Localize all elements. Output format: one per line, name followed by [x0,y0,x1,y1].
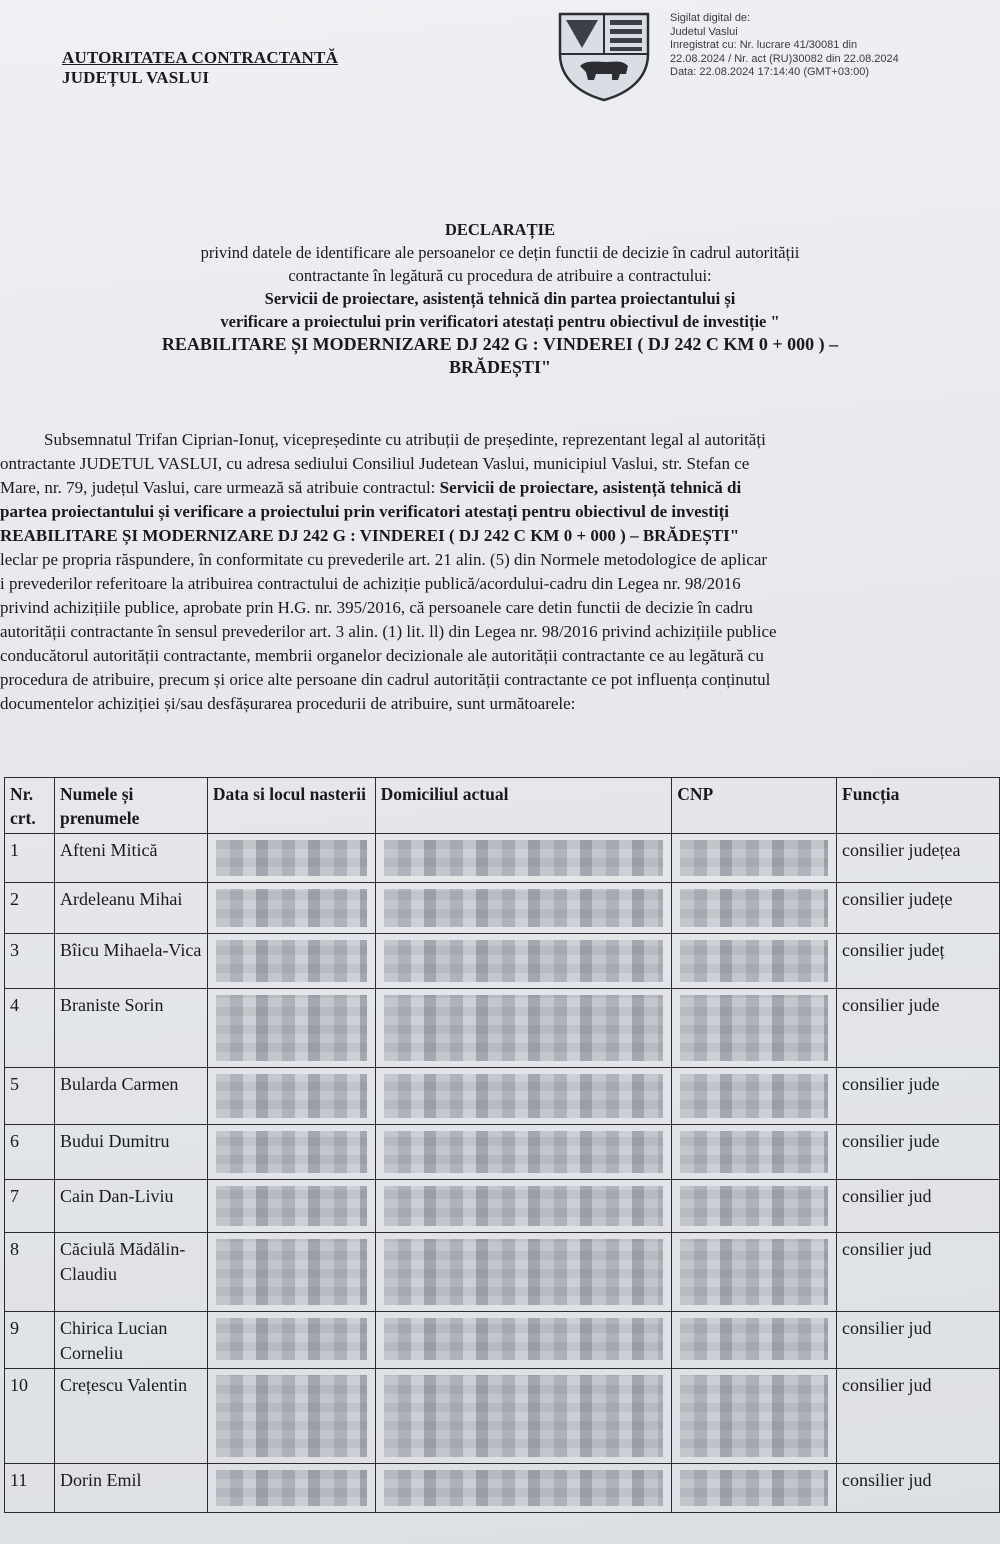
person-name-cell: Ardeleanu Mihai [54,883,207,934]
table-row [5,1125,1000,1180]
person-name-cell: Budui Dumitru [54,1125,207,1180]
decision-persons-table [4,777,1000,1513]
redaction-blur [680,1470,828,1506]
redaction-blur [384,995,664,1061]
redaction-blur [680,889,828,927]
row-number-cell: 10 [5,1369,55,1464]
column-header-birth: Data si locul nasterii [207,778,375,834]
address-redacted-cell [375,1068,672,1125]
row-number-cell: 9 [5,1312,55,1369]
function-cell: consilier jud [837,1312,1000,1369]
signature-line: Inregistrat cu: Nr. lucrare 41/30081 din [670,39,858,51]
signature-line: Data: 22.08.2024 17:14:40 (GMT+03:00) [670,66,870,78]
birth-redacted-cell [207,1312,375,1369]
cnp-redacted-cell [672,1068,837,1125]
redaction-blur [680,840,828,876]
column-header-address: Domiciliul actual [375,778,672,834]
column-header-cnp: CNP [672,778,837,834]
body-line: leclar pe propria răspundere, în conformitate cu prevederile art. 21 alin. (5) din Normele metodologice de aplicar [0,550,768,569]
function-cell: consilier județe [837,883,1000,934]
birth-redacted-cell [207,1464,375,1513]
redaction-blur [216,1074,367,1118]
row-number-cell: 11 [5,1464,55,1513]
cnp-redacted-cell [672,834,837,883]
declaration-title [60,218,940,379]
redaction-blur [216,1318,367,1360]
row-number-cell: 3 [5,934,55,989]
row-number-cell: 2 [5,883,55,934]
county-coat-of-arms-icon [556,10,652,102]
address-redacted-cell [375,1369,672,1464]
body-line: procedura de atribuire, precum și orice alte persoane din cadrul autorității contractante ce pot influența conținutul [0,670,771,689]
redaction-blur [216,1470,367,1506]
redaction-blur [384,1239,664,1305]
redaction-blur [216,840,367,876]
birth-redacted-cell [207,1068,375,1125]
redaction-blur [216,1375,367,1457]
function-cell: consilier jud [837,1180,1000,1233]
birth-redacted-cell [207,989,375,1068]
person-name-cell: Braniste Sorin [54,989,207,1068]
redaction-blur [216,995,367,1061]
body-line: conducătorul autorității contractante, membrii organelor decizionale ale autorității contractante ce au legătură cu [0,646,764,665]
redaction-blur [680,940,828,982]
cnp-redacted-cell [672,1125,837,1180]
cnp-redacted-cell [672,1233,837,1312]
redaction-blur [384,940,664,982]
body-line: Mare, nr. 79, județul Vaslui, care urmează să atribuie contractul: [0,478,440,497]
address-redacted-cell [375,989,672,1068]
birth-redacted-cell [207,1233,375,1312]
birth-redacted-cell [207,1180,375,1233]
redaction-blur [384,889,664,927]
column-header-name: Numele și prenumele [54,778,207,834]
redaction-blur [384,1074,664,1118]
redaction-blur [680,1318,828,1360]
redaction-blur [680,1074,828,1118]
person-name-cell: Cain Dan-Liviu [54,1180,207,1233]
address-redacted-cell [375,1464,672,1513]
redaction-blur [216,1186,367,1226]
redaction-blur [216,889,367,927]
signature-line: Judetul Vaslui [670,25,738,38]
row-number-cell: 1 [5,834,55,883]
title-line: BRĂDEȘTI" [448,357,552,377]
title-line: Servicii de proiectare, asistență tehnică din partea proiectantului și [264,289,736,308]
declaration-body [0,428,1000,716]
table-row [5,834,1000,883]
function-cell: consilier jud [837,1233,1000,1312]
authority-title: AUTORITATEA CONTRACTANTĂ [62,48,339,67]
address-redacted-cell [375,1125,672,1180]
authority-county: JUDEȚUL VASLUI [62,68,210,87]
birth-redacted-cell [207,883,375,934]
body-line: privind achizițiile publice, aprobate prin H.G. nr. 395/2016, că persoanele care detin functii de decizie în cadru [0,598,753,617]
column-header-nr: Nr. crt. [5,778,55,834]
function-cell: consilier jude [837,1068,1000,1125]
cnp-redacted-cell [672,1464,837,1513]
function-cell: consilier jud [837,1464,1000,1513]
redaction-blur [216,1131,367,1173]
title-line: privind datele de identificare ale persoanelor ce dețin functii de decizie în cadrul autorității [200,243,800,262]
title-line: contractante în legătură cu procedura de atribuire a contractului: [288,266,712,285]
address-redacted-cell [375,1312,672,1369]
table-row [5,1233,1000,1312]
table-row [5,989,1000,1068]
cnp-redacted-cell [672,934,837,989]
redaction-blur [384,840,664,876]
redaction-blur [680,1131,828,1173]
address-redacted-cell [375,883,672,934]
cnp-redacted-cell [672,1312,837,1369]
redaction-blur [384,1470,664,1506]
function-cell: consilier județea [837,834,1000,883]
redaction-blur [680,1186,828,1226]
person-name-cell: Bîicu Mihaela-Vica [54,934,207,989]
body-line: i prevederilor referitoare la atribuirea contractului de achiziție publică/acordului-cadru din Legea nr. 98/2016 [0,574,741,593]
digital-signature-block [670,12,899,80]
redaction-blur [216,940,367,982]
row-number-cell: 5 [5,1068,55,1125]
body-line: documentelor achiziției și/sau desfășurarea procedurii de atribuire, sunt următoarele: [0,694,576,713]
table-row [5,1068,1000,1125]
table-row [5,1464,1000,1513]
function-cell: consilier jude [837,989,1000,1068]
row-number-cell: 8 [5,1233,55,1312]
function-cell: consilier jude [837,1125,1000,1180]
address-redacted-cell [375,834,672,883]
function-cell: consilier județ [837,934,1000,989]
cnp-redacted-cell [672,883,837,934]
person-name-cell: Afteni Mitică [54,834,207,883]
row-number-cell: 7 [5,1180,55,1233]
redaction-blur [384,1186,664,1226]
body-line: partea proiectantului și verificare a proiectului prin verificatori atestați pentru obiectivul de investiți [0,502,730,521]
redaction-blur [384,1318,664,1360]
birth-redacted-cell [207,834,375,883]
body-line: REABILITARE ȘI MODERNIZARE DJ 242 G : VINDEREI ( DJ 242 C KM 0 + 000 ) – BRĂDEȘTI" [0,526,740,545]
body-line: Subsemnatul Trifan Ciprian-Ionuț, vicepreședinte cu atribuții de președinte, reprezentant legal al autorități [44,430,766,449]
body-line-bold: Servicii de proiectare, asistență tehnică di [439,478,742,497]
address-redacted-cell [375,1180,672,1233]
table-row [5,1180,1000,1233]
redaction-blur [216,1239,367,1305]
cnp-redacted-cell [672,989,837,1068]
table-row [5,934,1000,989]
redaction-blur [680,1239,828,1305]
redaction-blur [680,995,828,1061]
cnp-redacted-cell [672,1180,837,1233]
person-name-cell: Crețescu Valentin [54,1369,207,1464]
column-header-function: Funcția [837,778,1000,834]
table-row [5,1312,1000,1369]
person-name-cell: Chirica Lucian Corneliu [54,1312,207,1369]
function-cell: consilier jud [837,1369,1000,1464]
signature-line: 22.08.2024 / Nr. act (RU)30082 din 22.08.2024 [670,52,899,65]
redaction-blur [680,1375,828,1457]
person-name-cell: Dorin Emil [54,1464,207,1513]
body-line: autorității contractante în sensul prevederilor art. 3 alin. (1) lit. ll) din Legea nr. 98/2016 privind achizițiile publice [0,622,777,641]
birth-redacted-cell [207,1125,375,1180]
cnp-redacted-cell [672,1369,837,1464]
address-redacted-cell [375,1233,672,1312]
signature-line: Sigilat digital de: [670,12,751,24]
birth-redacted-cell [207,934,375,989]
body-line: ontractante JUDETUL VASLUI, cu adresa sediului Consiliul Judetean Vaslui, municipiul Vaslui, str. Stefan ce [0,454,750,473]
declaration-heading: DECLARAȚIE [444,220,556,239]
redaction-blur [384,1375,664,1457]
address-redacted-cell [375,934,672,989]
redaction-blur [384,1131,664,1173]
title-line: verificare a proiectului prin verificatori atestați pentru obiectivul de investiție " [220,312,780,331]
birth-redacted-cell [207,1369,375,1464]
table-row [5,1369,1000,1464]
contracting-authority-header [62,48,338,88]
row-number-cell: 4 [5,989,55,1068]
person-name-cell: Bularda Carmen [54,1068,207,1125]
row-number-cell: 6 [5,1125,55,1180]
table-row [5,883,1000,934]
person-name-cell: Căciulă Mădălin-Claudiu [54,1233,207,1312]
table-header-row [5,778,1000,834]
title-line: REABILITARE ȘI MODERNIZARE DJ 242 G : VINDEREI ( DJ 242 C KM 0 + 000 ) – [161,334,839,354]
